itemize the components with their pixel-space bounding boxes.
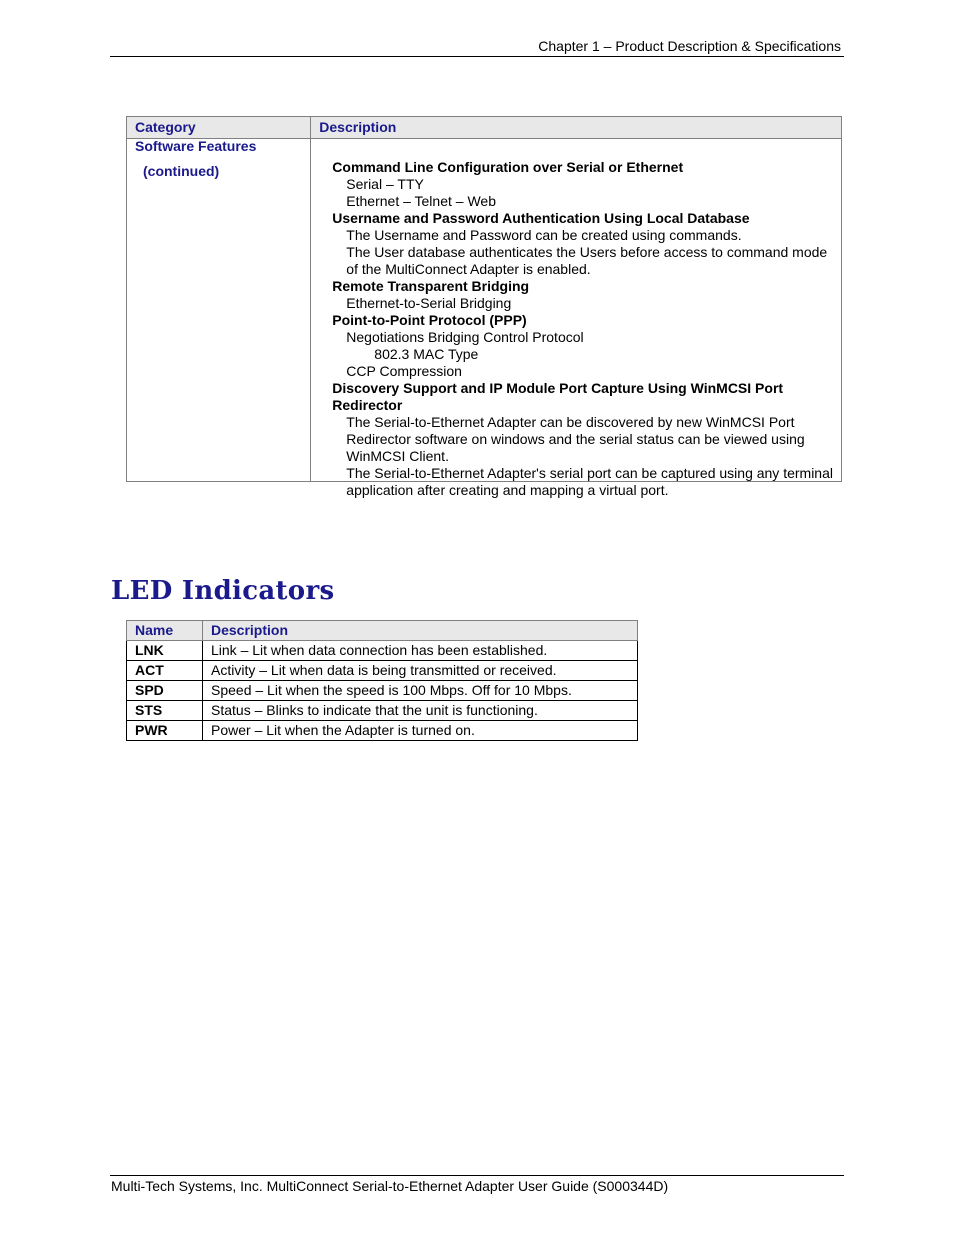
description-cell: [311, 139, 842, 498]
software-features-table: [126, 116, 842, 498]
feature-detail: WinMCSI Client.: [346, 448, 449, 464]
category-cell: [127, 139, 311, 482]
led-description: Status – Blinks to indicate that the unit is functioning.: [203, 701, 638, 721]
table-row: [127, 681, 638, 701]
category-note: (continued): [143, 163, 220, 179]
category-title: Software Features: [135, 138, 257, 154]
led-description: Activity – Lit when data is being transmitted or received.: [203, 661, 638, 681]
feature-detail: of the MultiConnect Adapter is enabled.: [346, 261, 591, 277]
feature-detail: CCP Compression: [346, 363, 462, 379]
feature-detail: Redirector software on windows and the serial status can be viewed using: [346, 431, 805, 447]
led-name: LNK: [127, 641, 203, 661]
feature-detail: The Username and Password can be created using commands.: [346, 227, 742, 243]
led-name: PWR: [127, 721, 203, 741]
table-row: [127, 641, 638, 661]
led-name: ACT: [127, 661, 203, 681]
led-name: SPD: [127, 681, 203, 701]
description-lines: [311, 139, 841, 498]
column-header-category: Category: [127, 117, 311, 139]
feature-heading: Point-to-Point Protocol (PPP): [332, 312, 527, 328]
feature-detail: application after creating and mapping a virtual port.: [346, 482, 669, 498]
led-description: Speed – Lit when the speed is 100 Mbps. Off for 10 Mbps.: [203, 681, 638, 701]
section-title: LED Indicators: [111, 576, 335, 606]
feature-detail: Negotiations Bridging Control Protocol: [346, 329, 584, 345]
feature-detail: The User database authenticates the Users before access to command mode: [346, 244, 828, 260]
feature-heading: Remote Transparent Bridging: [332, 278, 530, 294]
feature-detail: Ethernet – Telnet – Web: [346, 193, 496, 209]
feature-heading: Discovery Support and IP Module Port Capture Using WinMCSI Port: [332, 380, 784, 396]
table-row: [127, 701, 638, 721]
led-description: Power – Lit when the Adapter is turned on.: [203, 721, 638, 741]
header-rule: [110, 56, 844, 57]
led-indicators-table: [126, 620, 638, 741]
column-header-description: Description: [311, 117, 842, 139]
feature-heading: Username and Password Authentication Using Local Database: [332, 210, 750, 226]
footer-text: Multi-Tech Systems, Inc. MultiConnect Serial-to-Ethernet Adapter User Guide (S000344D): [111, 1178, 669, 1194]
feature-detail: Ethernet-to-Serial Bridging: [346, 295, 512, 311]
led-description: Link – Lit when data connection has been established.: [203, 641, 638, 661]
led-name: STS: [127, 701, 203, 721]
table-row: [127, 661, 638, 681]
feature-detail: The Serial-to-Ethernet Adapter's serial port can be captured using any terminal: [346, 465, 833, 481]
column-header-name: Name: [127, 621, 203, 641]
feature-detail: Serial – TTY: [346, 176, 424, 192]
column-header-description: Description: [203, 621, 638, 641]
feature-heading: Redirector: [332, 397, 403, 413]
footer-rule: [110, 1175, 844, 1176]
table-row: [127, 721, 638, 741]
feature-heading: Command Line Configuration over Serial or Ethernet: [332, 159, 684, 175]
feature-detail: The Serial-to-Ethernet Adapter can be discovered by new WinMCSI Port: [346, 414, 795, 430]
feature-detail: 802.3 MAC Type: [374, 346, 479, 362]
running-head: Chapter 1 – Product Description & Specifications: [538, 38, 841, 54]
